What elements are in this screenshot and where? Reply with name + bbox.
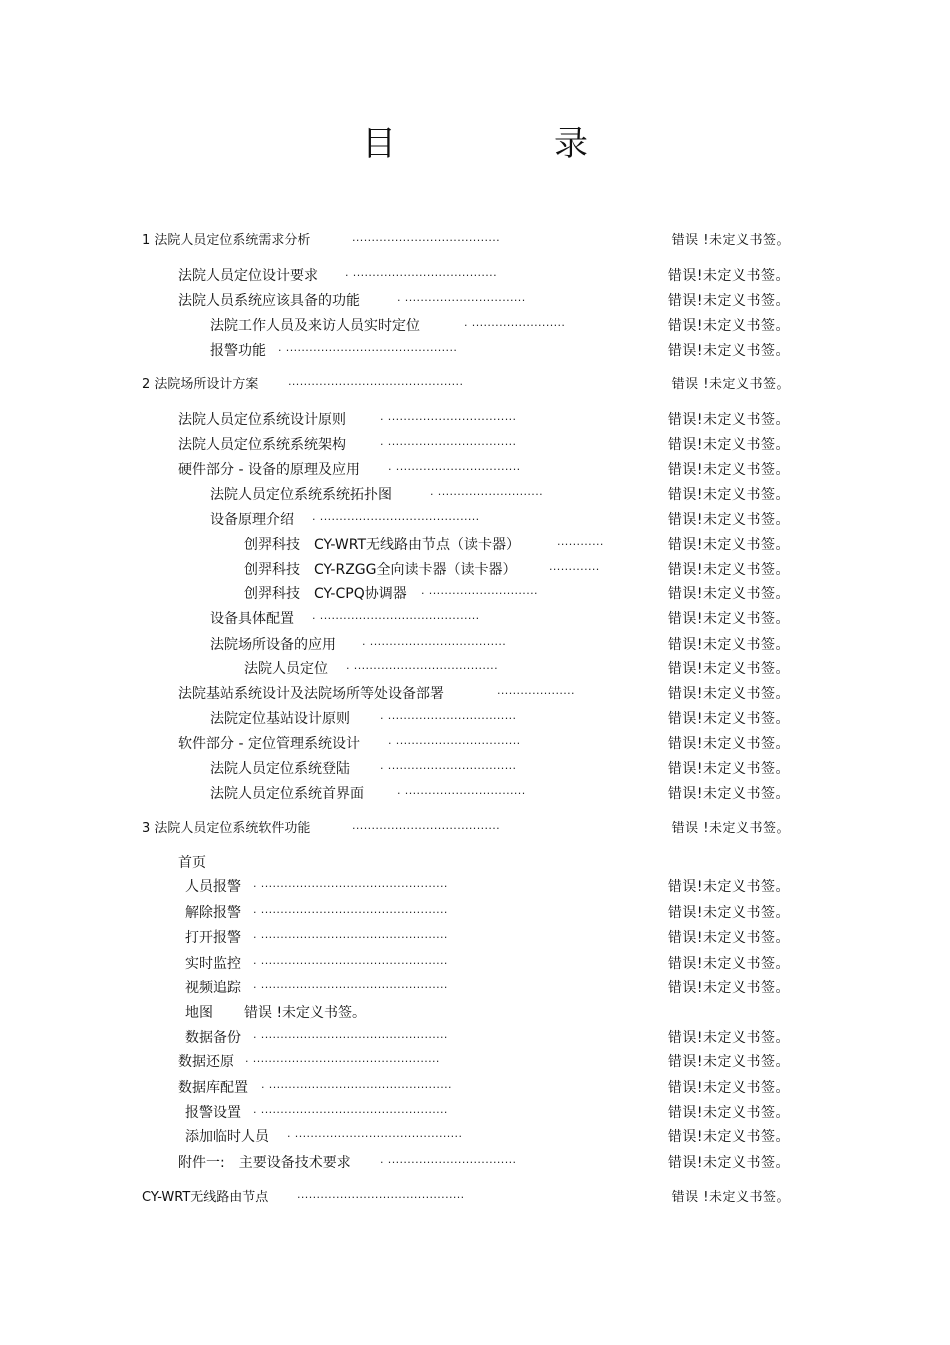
toc-entry-page-ref: 错误!未定义书签。	[667, 637, 790, 653]
toc-entry-page-ref: 错误 !未定义书签。	[671, 377, 790, 392]
toc-entry[interactable]	[185, 1102, 790, 1124]
toc-entry-page-ref: 错误!未定义书签。	[667, 343, 790, 359]
toc-entry[interactable]	[142, 1187, 790, 1209]
toc-entry-label: 法院人员定位系统系统架构	[178, 437, 346, 453]
toc-entry-leader-dots: . ................................................	[253, 928, 448, 941]
toc-entry-label: 数据还原	[178, 1054, 234, 1070]
toc-entry[interactable]	[178, 733, 790, 755]
toc-entry-leader-dots: . ................................................	[253, 954, 448, 967]
toc-entry-label: 人员报警	[185, 879, 241, 895]
toc-entry-page-ref: 错误!未定义书签。	[667, 293, 790, 309]
toc-entry-label: 法院人员定位系统系统拓扑图	[210, 487, 392, 503]
toc-entry[interactable]	[244, 559, 790, 581]
toc-entry-label: 软件部分 - 定位管理系统设计	[178, 736, 360, 752]
toc-entry-leader-dots: . .........................................	[312, 609, 480, 622]
toc-entry-label: 数据备份	[185, 1030, 241, 1046]
toc-entry[interactable]	[210, 340, 790, 362]
toc-entry-leader-dots: . ................................................	[253, 1103, 448, 1116]
toc-entry-leader-dots: . ................................................	[253, 903, 448, 916]
toc-entry-page-ref: 错误!未定义书签。	[667, 537, 790, 553]
toc-entry[interactable]	[178, 1077, 790, 1099]
toc-entry-leader-dots: . ................................	[388, 460, 521, 473]
toc-entry-leader-dots: . ............................	[421, 584, 538, 597]
toc-entry[interactable]	[244, 534, 790, 556]
toc-entry-label: 法院工作人员及来访人员实时定位	[210, 318, 420, 334]
toc-entry[interactable]	[210, 708, 790, 730]
toc-entry-leader-dots: . .................................	[380, 1153, 517, 1166]
toc-entry[interactable]	[178, 683, 790, 705]
toc-entry-page-ref: 错误!未定义书签。	[667, 1155, 790, 1171]
toc-entry-label: 设备原理介绍	[210, 512, 294, 528]
toc-entry[interactable]	[178, 852, 790, 874]
toc-entry-leader-dots: . .........................................	[312, 510, 480, 523]
toc-entry[interactable]	[185, 876, 790, 898]
toc-entry-leader-dots: . ...............................	[397, 291, 526, 304]
toc-entry-label: 解除报警	[185, 905, 241, 921]
toc-entry-label: 打开报警	[185, 930, 241, 946]
toc-entry-leader-dots: . ................................................	[253, 877, 448, 890]
toc-entry-page-ref: 错误!未定义书签。	[667, 1129, 790, 1145]
toc-entry[interactable]	[210, 783, 790, 805]
toc-entry-page-ref: 错误!未定义书签。	[667, 487, 790, 503]
toc-entry-page-ref: 错误!未定义书签。	[667, 1030, 790, 1046]
toc-entry[interactable]	[178, 459, 790, 481]
toc-entry-page-ref: 错误!未定义书签。	[667, 980, 790, 996]
toc-entry-label: 法院人员定位	[244, 661, 328, 677]
toc-entry-label: 3 法院人员定位系统软件功能	[142, 821, 311, 836]
toc-entry-page-ref: 错误 !未定义书签。	[244, 1005, 367, 1021]
toc-entry-page-ref: 错误!未定义书签。	[667, 611, 790, 627]
toc-entry[interactable]	[185, 902, 790, 924]
toc-entry[interactable]	[178, 409, 790, 431]
toc-entry-label: CY-WRT无线路由节点	[142, 1190, 269, 1205]
toc-entry-label: 首页	[178, 855, 206, 871]
toc-entry-page-ref: 错误!未定义书签。	[667, 462, 790, 478]
toc-entry-leader-dots: ....................	[497, 684, 575, 697]
toc-entry[interactable]	[210, 634, 790, 656]
toc-entry-leader-dots: ......................................	[352, 231, 501, 244]
toc-entry[interactable]	[244, 658, 790, 680]
toc-entry-page-ref: 错误!未定义书签。	[667, 736, 790, 752]
toc-entry-page-ref: 错误 !未定义书签。	[671, 233, 790, 248]
toc-entry[interactable]	[178, 434, 790, 456]
toc-entry-leader-dots: . .................................	[380, 709, 517, 722]
toc-entry-label: 创羿科技 CY-CPQ协调器	[244, 586, 407, 602]
toc-entry-label: 添加临时人员	[185, 1129, 269, 1145]
toc-entry-page-ref: 错误!未定义书签。	[667, 437, 790, 453]
toc-entry-label: 法院基站系统设计及法院场所等处设备部署	[178, 686, 444, 702]
toc-entry-leader-dots: . .................................	[380, 759, 517, 772]
toc-entry-leader-dots: ......................................	[352, 819, 501, 832]
toc-entry-leader-dots: . ...................................	[362, 635, 507, 648]
toc-entry-leader-dots: .............................................	[288, 375, 464, 388]
toc-entry-label: 硬件部分 - 设备的原理及应用	[178, 462, 360, 478]
toc-entry-page-ref: 错误!未定义书签。	[667, 761, 790, 777]
toc-entry-page-ref: 错误!未定义书签。	[667, 268, 790, 284]
toc-entry-leader-dots: . ........................	[464, 316, 566, 329]
toc-entry-page-ref: 错误!未定义书签。	[667, 512, 790, 528]
toc-entry[interactable]	[178, 1152, 790, 1174]
toc-entry-page-ref: 错误!未定义书签。	[667, 930, 790, 946]
toc-entry[interactable]	[210, 315, 790, 337]
toc-entry-label: 2 法院场所设计方案	[142, 377, 259, 392]
toc-entry[interactable]	[185, 1027, 790, 1049]
toc-entry-page-ref: 错误!未定义书签。	[667, 1080, 790, 1096]
toc-entry-page-ref: 错误!未定义书签。	[667, 686, 790, 702]
toc-entry[interactable]	[210, 484, 790, 506]
toc-entry-label: 地图	[185, 1005, 213, 1021]
toc-entry-page-ref: 错误!未定义书签。	[667, 562, 790, 578]
toc-entry-leader-dots: . ...............................	[397, 784, 526, 797]
toc-entry-page-ref: 错误!未定义书签。	[667, 412, 790, 428]
toc-entry-label: 法院人员定位系统登陆	[210, 761, 350, 777]
toc-entry[interactable]	[178, 265, 790, 287]
toc-entry-page-ref: 错误!未定义书签。	[667, 956, 790, 972]
toc-entry-label: 设备具体配置	[210, 611, 294, 627]
toc-entry-leader-dots: ...........................................	[297, 1188, 465, 1201]
toc-entry-leader-dots: . .....................................	[345, 266, 497, 279]
toc-entry-page-ref: 错误!未定义书签。	[667, 1054, 790, 1070]
toc-entry-leader-dots: .............	[549, 560, 600, 573]
toc-entry-label: 法院人员定位设计要求	[178, 268, 318, 284]
toc-entry-page-ref: 错误 !未定义书签。	[671, 821, 790, 836]
toc-entry-leader-dots: . ...........................................	[287, 1127, 463, 1140]
toc-entry-page-ref: 错误!未定义书签。	[667, 905, 790, 921]
toc-entry[interactable]	[244, 583, 790, 605]
toc-entry-page-ref: 错误!未定义书签。	[667, 711, 790, 727]
toc-entry-label: 报警功能	[210, 343, 266, 359]
toc-entry-label: 视频追踪	[185, 980, 241, 996]
toc-entry-label: 法院场所设备的应用	[210, 637, 336, 653]
toc-entry-leader-dots: . ............................................	[278, 341, 458, 354]
toc-entry[interactable]	[178, 1051, 790, 1073]
toc-entry-page-ref: 错误!未定义书签。	[667, 786, 790, 802]
toc-entry-label: 数据库配置	[178, 1080, 248, 1096]
toc-entry-label: 法院定位基站设计原则	[210, 711, 350, 727]
toc-entry-leader-dots: . .................................	[380, 435, 517, 448]
toc-entry-page-ref: 错误!未定义书签。	[667, 586, 790, 602]
toc-entry-leader-dots: . .................................	[380, 410, 517, 423]
page-title: 目 录	[362, 124, 650, 164]
toc-entry-label: 实时监控	[185, 956, 241, 972]
toc-entry-leader-dots: . ...........................	[430, 485, 544, 498]
toc-entry-leader-dots: . ................................................	[253, 1028, 448, 1041]
toc-entry[interactable]	[185, 1002, 790, 1024]
toc-entry-leader-dots: ............	[557, 535, 604, 548]
toc-entry-leader-dots: . ................................................	[253, 978, 448, 991]
toc-entry-leader-dots: . .....................................	[346, 659, 498, 672]
toc-entry[interactable]	[142, 818, 790, 840]
toc-entry-label: 法院人员定位系统设计原则	[178, 412, 346, 428]
toc-entry-page-ref: 错误!未定义书签。	[667, 318, 790, 334]
toc-entry-label: 报警设置	[185, 1105, 241, 1121]
toc-entry-page-ref: 错误 !未定义书签。	[671, 1190, 790, 1205]
toc-entry-label: 附件一: 主要设备技术要求	[178, 1155, 351, 1171]
toc-entry[interactable]	[210, 608, 790, 630]
toc-entry[interactable]	[210, 509, 790, 531]
toc-entry-label: 法院人员定位系统首界面	[210, 786, 364, 802]
toc-entry[interactable]	[178, 290, 790, 312]
toc-entry[interactable]	[210, 758, 790, 780]
toc-entry-leader-dots: . ...............................................	[261, 1078, 452, 1091]
toc-entry-leader-dots: . ................................................	[245, 1052, 440, 1065]
toc-entry-page-ref: 错误!未定义书签。	[667, 879, 790, 895]
toc-entry-label: 1 法院人员定位系统需求分析	[142, 233, 311, 248]
toc-entry[interactable]	[185, 927, 790, 949]
toc-entry-page-ref: 错误!未定义书签。	[667, 661, 790, 677]
toc-entry-leader-dots: . ................................	[388, 734, 521, 747]
toc-entry[interactable]	[185, 953, 790, 975]
toc-entry[interactable]	[185, 977, 790, 999]
toc-entry-label: 法院人员系统应该具备的功能	[178, 293, 360, 309]
toc-entry-page-ref: 错误!未定义书签。	[667, 1105, 790, 1121]
toc-entry-label: 创羿科技 CY-WRT无线路由节点（读卡器）	[244, 537, 521, 553]
toc-entry[interactable]	[142, 230, 790, 252]
toc-entry-label: 创羿科技 CY-RZGG全向读卡器（读卡器）	[244, 562, 517, 578]
toc-entry[interactable]	[142, 374, 790, 396]
toc-entry[interactable]	[185, 1126, 790, 1148]
